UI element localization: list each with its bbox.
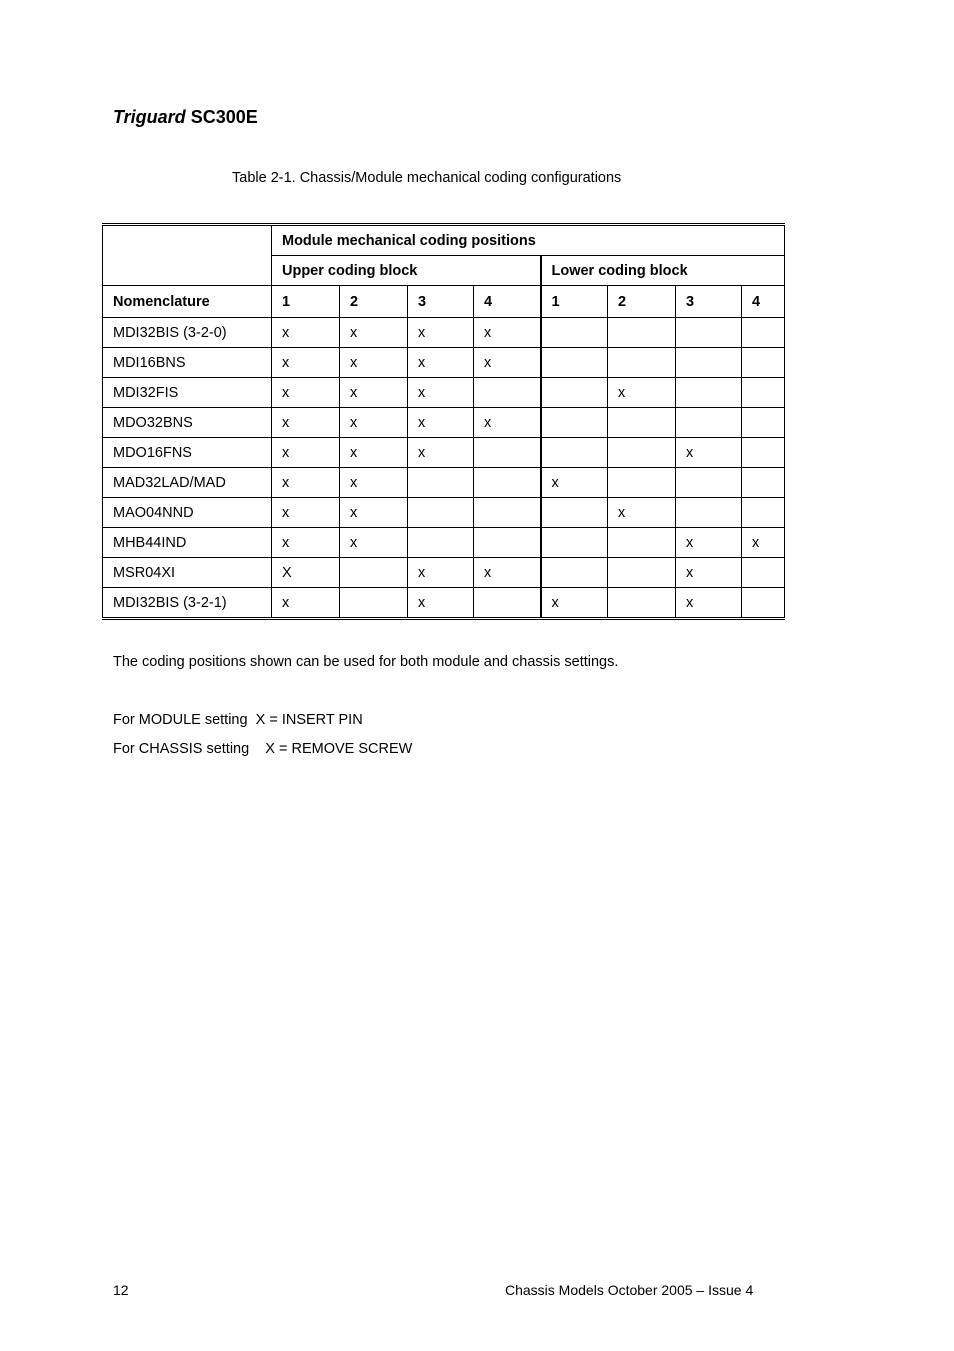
nomenclature-cell: MDO16FNS (103, 438, 272, 468)
coding-cell (541, 348, 608, 378)
coding-cell: x (408, 378, 474, 408)
table-row (103, 588, 785, 619)
coding-cell (340, 558, 408, 588)
module-setting-note: For MODULE setting X = INSERT PIN (113, 712, 363, 728)
coding-cell: x (340, 348, 408, 378)
coding-cell (474, 378, 541, 408)
coding-cell: x (340, 528, 408, 558)
nomenclature-cell: MDI32BIS (3-2-1) (103, 588, 272, 619)
page-number: 12 (113, 1282, 129, 1298)
coding-cell (474, 588, 541, 619)
coding-cell: x (408, 408, 474, 438)
coding-cell (608, 318, 676, 348)
coding-table-body (103, 318, 785, 619)
coding-cell (474, 468, 541, 498)
coding-cell: x (408, 588, 474, 619)
coding-cell: x (474, 318, 541, 348)
coding-cell (474, 528, 541, 558)
coding-cell: x (272, 378, 340, 408)
coding-cell: x (272, 438, 340, 468)
coding-cell (608, 528, 676, 558)
coding-cell: x (272, 498, 340, 528)
coding-cell (474, 498, 541, 528)
coding-cell (676, 408, 742, 438)
coding-cell: x (340, 438, 408, 468)
coding-cell: x (474, 408, 541, 438)
table-row (103, 378, 785, 408)
coding-cell: x (474, 558, 541, 588)
coding-cell (541, 318, 608, 348)
coding-cell: x (676, 438, 742, 468)
nomenclature-cell: MDI32BIS (3-2-0) (103, 318, 272, 348)
coding-cell: x (608, 498, 676, 528)
coding-cell (676, 498, 742, 528)
brand-name: Triguard (113, 107, 186, 127)
coding-cell: x (541, 468, 608, 498)
coding-cell: x (676, 528, 742, 558)
coding-cell (408, 528, 474, 558)
coding-note: The coding positions shown can be used for both module and chassis settings. (113, 654, 619, 670)
coding-cell: x (742, 528, 785, 558)
coding-cell (742, 558, 785, 588)
nomenclature-cell: MAO04NND (103, 498, 272, 528)
position-header: 2 (608, 286, 676, 318)
coding-cell (608, 588, 676, 619)
blank-header-cell (103, 225, 272, 286)
coding-cell (541, 408, 608, 438)
nomenclature-cell: MAD32LAD/MAD (103, 468, 272, 498)
table-row (103, 468, 785, 498)
coding-cell (408, 468, 474, 498)
position-header: 4 (742, 286, 785, 318)
coding-cell: x (272, 348, 340, 378)
coding-cell: x (272, 528, 340, 558)
upper-block-header: Upper coding block (272, 256, 541, 286)
nomenclature-cell: MDI32FIS (103, 378, 272, 408)
coding-cell (742, 348, 785, 378)
table-caption: Table 2-1. Chassis/Module mechanical coding configurations (232, 170, 622, 186)
coding-cell (742, 408, 785, 438)
table-row (103, 498, 785, 528)
table-row (103, 348, 785, 378)
coding-cell: x (272, 318, 340, 348)
position-header: 1 (272, 286, 340, 318)
coding-cell (608, 348, 676, 378)
table-row (103, 558, 785, 588)
coding-cell (408, 498, 474, 528)
coding-cell (608, 558, 676, 588)
position-header: 4 (474, 286, 541, 318)
table-row (103, 318, 785, 348)
coding-cell: x (340, 378, 408, 408)
position-header: 3 (408, 286, 474, 318)
coding-cell: x (408, 558, 474, 588)
coding-cell: x (340, 468, 408, 498)
coding-cell (474, 438, 541, 468)
coding-cell (608, 408, 676, 438)
coding-cell (608, 438, 676, 468)
coding-cell (676, 468, 742, 498)
coding-cell (676, 378, 742, 408)
coding-cell (541, 558, 608, 588)
nomenclature-cell: MDI16BNS (103, 348, 272, 378)
coding-cell (742, 378, 785, 408)
coding-cell (742, 588, 785, 619)
coding-cell (340, 588, 408, 619)
coding-cell (742, 438, 785, 468)
coding-cell (742, 498, 785, 528)
coding-cell: x (676, 558, 742, 588)
position-header: 3 (676, 286, 742, 318)
coding-cell: x (408, 348, 474, 378)
nomenclature-cell: MHB44IND (103, 528, 272, 558)
coding-cell (541, 528, 608, 558)
coding-cell: x (408, 318, 474, 348)
coding-cell: x (608, 378, 676, 408)
coding-cell: x (340, 318, 408, 348)
coding-cell (541, 438, 608, 468)
coding-cell: x (340, 498, 408, 528)
coding-cell: x (272, 468, 340, 498)
position-header: 1 (541, 286, 608, 318)
coding-cell: x (408, 438, 474, 468)
coding-cell: x (474, 348, 541, 378)
coding-cell (742, 468, 785, 498)
lower-block-header: Lower coding block (541, 256, 785, 286)
coding-cell (541, 498, 608, 528)
coding-cell: x (272, 408, 340, 438)
chassis-setting-note: For CHASSIS setting X = REMOVE SCREW (113, 741, 413, 757)
coding-cell (541, 378, 608, 408)
nomenclature-header: Nomenclature (103, 286, 272, 318)
nomenclature-cell: MSR04XI (103, 558, 272, 588)
group-header: Module mechanical coding positions (272, 225, 785, 256)
coding-cell (676, 318, 742, 348)
table-row (103, 438, 785, 468)
table-row (103, 408, 785, 438)
footer-document-info: Chassis Models October 2005 – Issue 4 (505, 1282, 754, 1298)
coding-cell (608, 468, 676, 498)
position-header: 2 (340, 286, 408, 318)
coding-cell: x (541, 588, 608, 619)
model-name: SC300E (190, 107, 258, 127)
coding-cell: X (272, 558, 340, 588)
document-title (113, 107, 258, 128)
coding-cell: x (272, 588, 340, 619)
coding-cell: x (340, 408, 408, 438)
table-row (103, 528, 785, 558)
coding-table (102, 223, 785, 620)
coding-cell: x (676, 588, 742, 619)
coding-cell (742, 318, 785, 348)
coding-cell (676, 348, 742, 378)
nomenclature-cell: MDO32BNS (103, 408, 272, 438)
